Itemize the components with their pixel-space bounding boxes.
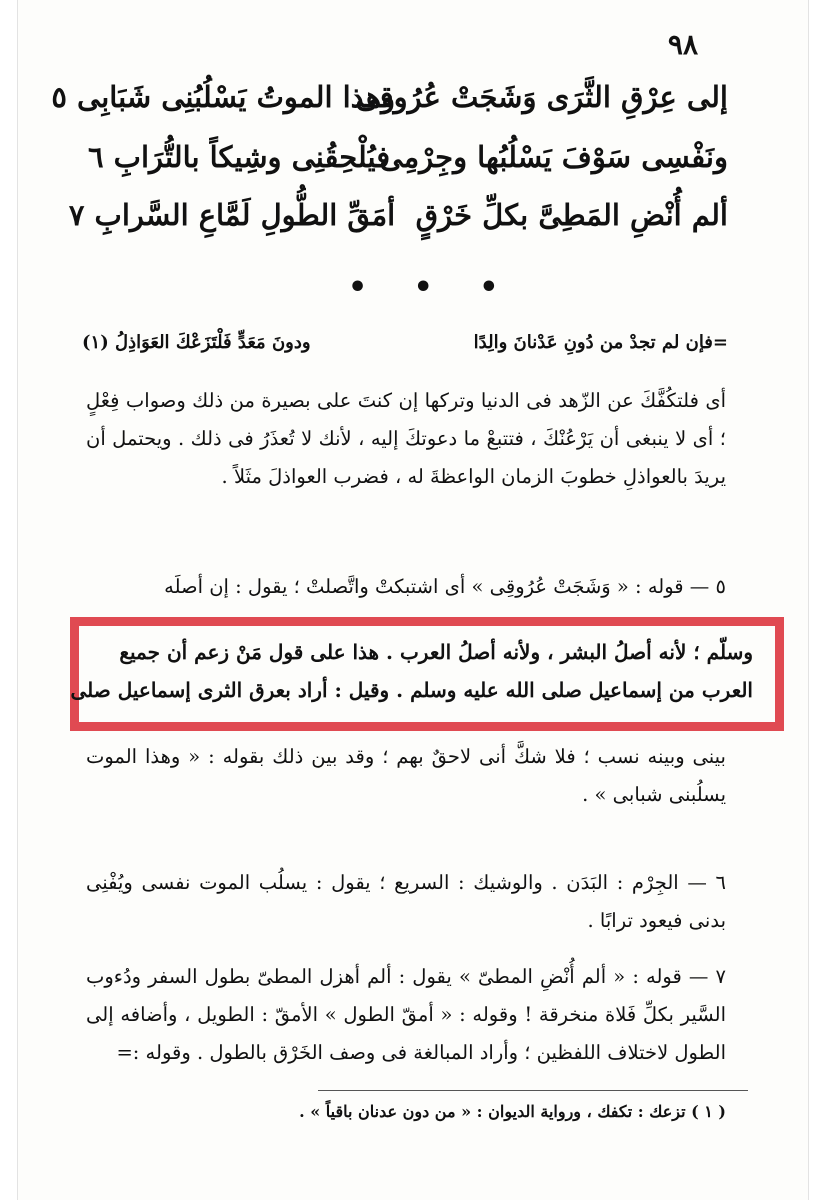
commentary-paragraph: بينى وبينه نسب ؛ فلا شكَّ أنى لاحقٌ بهم ؛ وقد بين ذلك بقوله : « وهذا الموت يسلُبنى شبابى » .: [86, 745, 726, 806]
quoted-verse-second: ودونَ مَعَدٍّ فَلْتَزَعْكَ العَوَاذِلُ (١): [82, 332, 311, 353]
highlighted-line: وسلّم ؛ لأنه أصلُ البشر ، ولأنه أصلُ العرب . هذا على قول مَنْ زعم أن جميع: [119, 640, 753, 664]
commentary-paragraph: أى فلتكُفَّكَ عن الزّهد فى الدنيا وتركها إن كنتَ على بصيرة من ذلك وصواب فِعْلٍ ؛ أى لا ينبغى أن يَرْعُنْكَ ، فتتبعْ ما دعوتكَ إليه ، لأنك لا تُعذَرُ فى ذلك . ويحتمل أن يريدَ بالعواذلِ خطوبَ الزمان الواعظةَ له ، فضرب العواذلَ مثَلاً .: [86, 389, 726, 488]
commentary-paragraph: ٥ — قوله : « وَشَجَتْ عُرُوقِى » أى اشتبكتْ واتَّصلتْ ؛ يقول : إن أصلَه: [164, 575, 726, 598]
book-page: [18, 0, 808, 1200]
verse-line: [68, 198, 728, 250]
quoted-verse-first: =فإن لم تجدْ من دُونِ عَدْنانَ والِدًا: [473, 332, 728, 353]
verse-line: [88, 140, 728, 192]
footnote: ( ١ ) تزعك : تكفك ، ورواية الديوان : « من دون عدنان باقياً » .: [299, 1102, 726, 1121]
verse-line: [51, 80, 728, 132]
verse-hemistich: فيُلْحِقُنِى وشِيكاً بالتُّرَابِ ٦: [88, 140, 391, 174]
verse-hemistich: إلى عِرْقِ الثَّرَى وَشَجَتْ عُرُوقِى: [355, 80, 728, 114]
commentary-paragraph: ٦ — الجِرْم : البَدَن . والوشيك : السريع ؛ يقول : يسلُب الموت نفسى ويُفْنِى بدنى فيعود ترابًا .: [86, 871, 726, 932]
commentary-paragraph: ٧ — قوله : « ألم أُنْضِ المطىّ » يقول : ألم أهزل المطىّ بطول السفر ودُءوب السَّير بكلِّ فَلاة منخرقة ! وقوله : « أمقّ الطول » الأمقّ : الطويل ، وأضافه إلى الطول لاختلاف اللفظين ؛ وأراد المبالغة فى وصف الخَرْق بالطول . وقوله :=: [86, 965, 726, 1064]
verse-hemistich: أمَقِّ الطُّولِ لَمَّاعِ السَّرابِ ٧: [68, 198, 396, 232]
verse-hemistich: ألم أُنْضِ المَطِىَّ بكلِّ خَرْقٍ: [415, 198, 728, 232]
highlight-box: [70, 617, 784, 731]
verse-hemistich: وهذا الموتُ يَسْلُبُنِى شَبَابِى ٥: [51, 80, 396, 114]
footnote-rule: [318, 1090, 748, 1091]
page-number: ٩٨: [667, 28, 698, 61]
verse-hemistich: ونَفْسِى سَوْفَ يَسْلُبُها وجِرْمِى: [379, 140, 728, 174]
highlighted-line: العرب من إسماعيل صلى الله عليه وسلم . وقيل : أراد بعرق الثرى إسماعيل صلى: [70, 678, 753, 702]
section-separator: • • •: [348, 270, 517, 305]
quoted-verse: [82, 332, 728, 372]
